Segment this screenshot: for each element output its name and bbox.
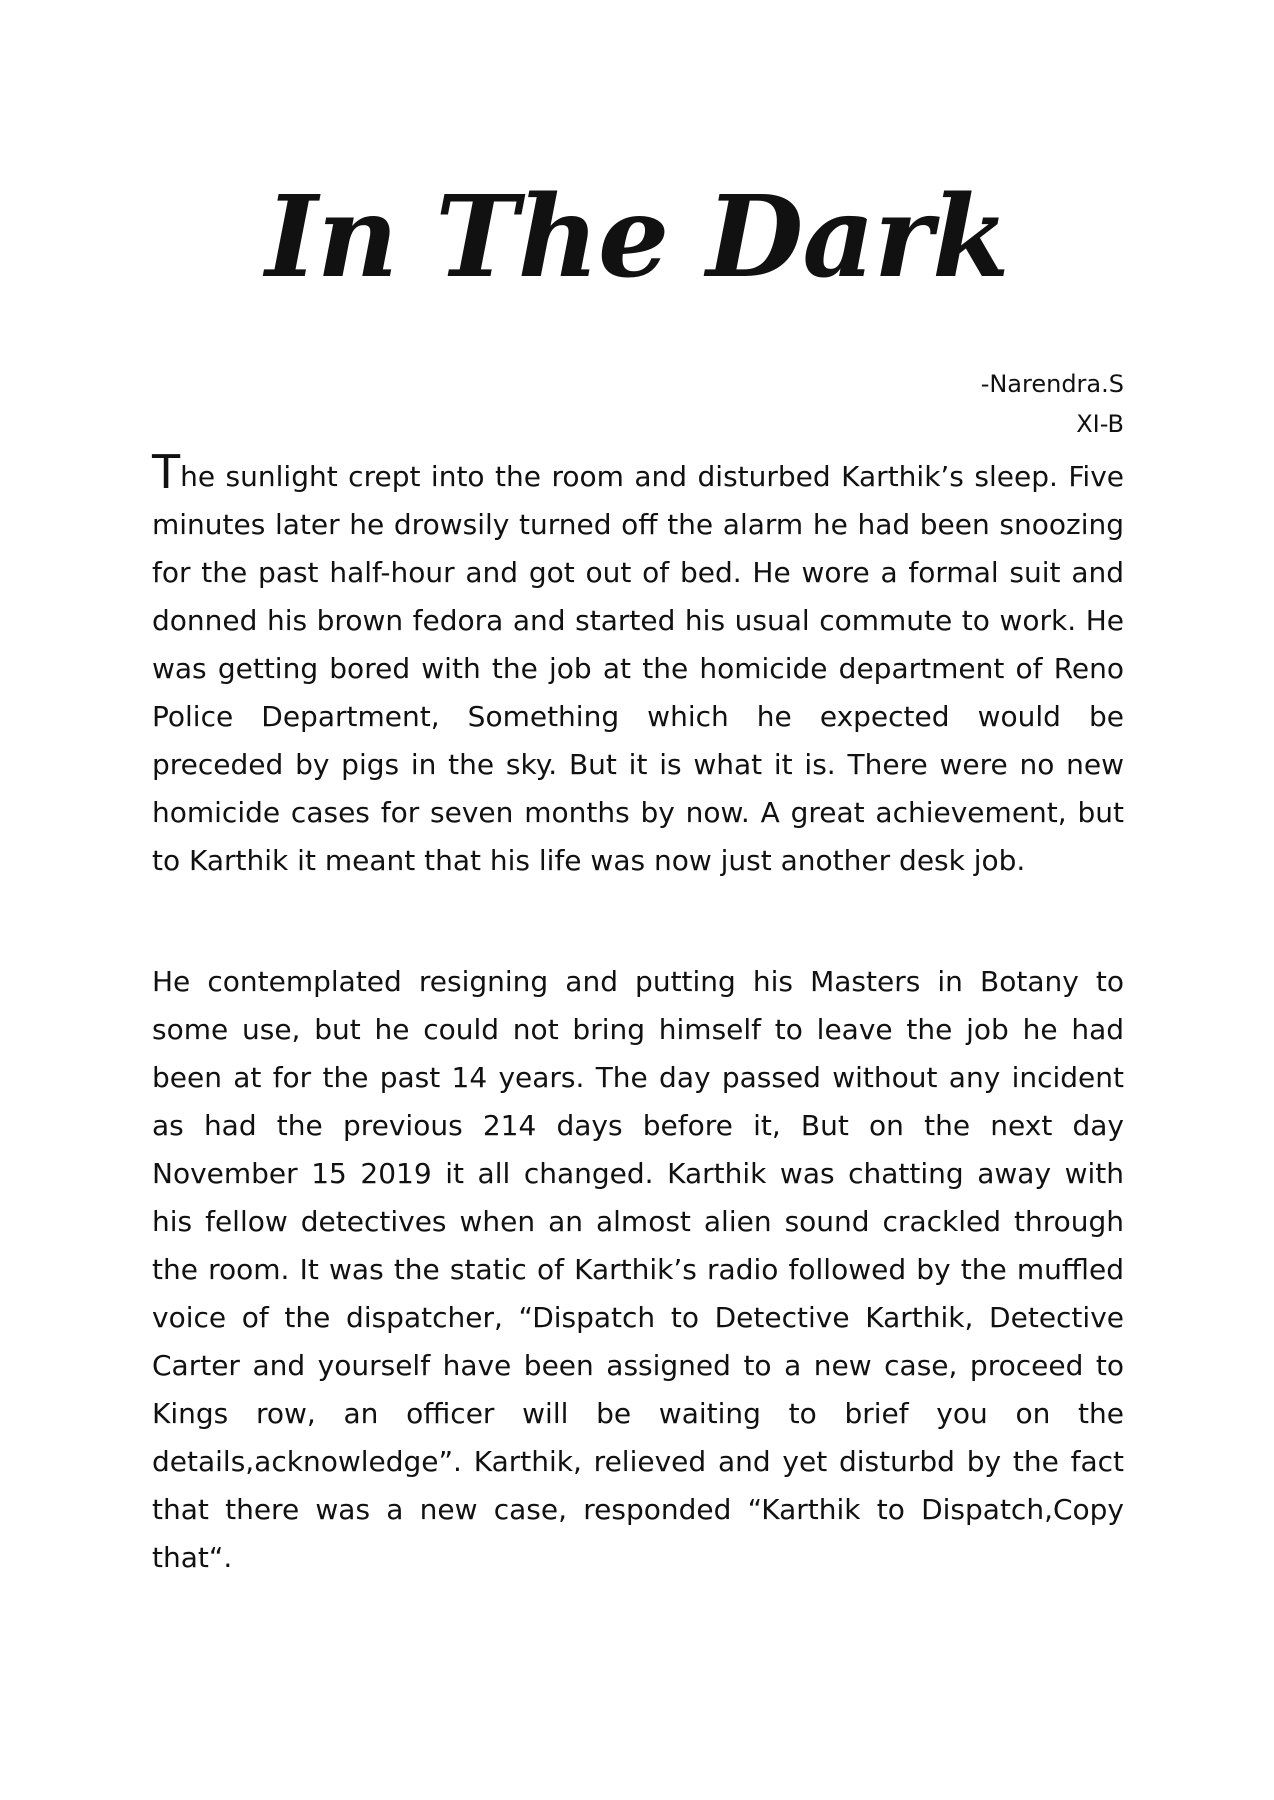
story-title: In The Dark: [265, 172, 1009, 303]
paragraph-1-text: he sunlight crept into the room and disturbed Karthik’s sleep. Five minutes later he drowsily turned off the alarm he had been snoozing for the past half-hour and got out of bed. He wore a formal suit and donned his brown fedora and started his usual commute to work. He was getting bored with the job at the homicide department of Reno Police Department, Something which he expected would be preceded by pigs in the sky. But it is what it is. There were no new homicide cases for seven months by now. A great achievement, but to Karthik it meant that his life was now just another desk job.: [152, 460, 1124, 877]
author-name: -Narendra.S: [980, 370, 1124, 398]
author-class: XI-B: [1076, 410, 1124, 438]
byline: [981, 364, 1124, 444]
drop-cap-letter: T: [152, 445, 181, 499]
paragraph-2: He contemplated resigning and putting his Masters in Botany to some use, but he could not bring himself to leave the job he had been at for the past 14 years. The day passed without any incident as had the previous 214 days before it, But on the next day November 15 2019 it all changed. Karthik was chatting away with his fellow detectives when an almost alien sound crackled through the room. It was the static of Karthik’s radio followed by the muffled voice of the dispatcher, “Dispatch to Detective Karthik, Detective Carter and yourself have been assigned to a new case, proceed to Kings row, an officer will be waiting to brief you on the details,acknowledge”. Karthik, relieved and yet disturbd by the fact that there was a new case, responded “Karthik to Dispatch,Copy that“.: [152, 965, 1124, 1574]
paragraph-1: [152, 445, 1124, 885]
